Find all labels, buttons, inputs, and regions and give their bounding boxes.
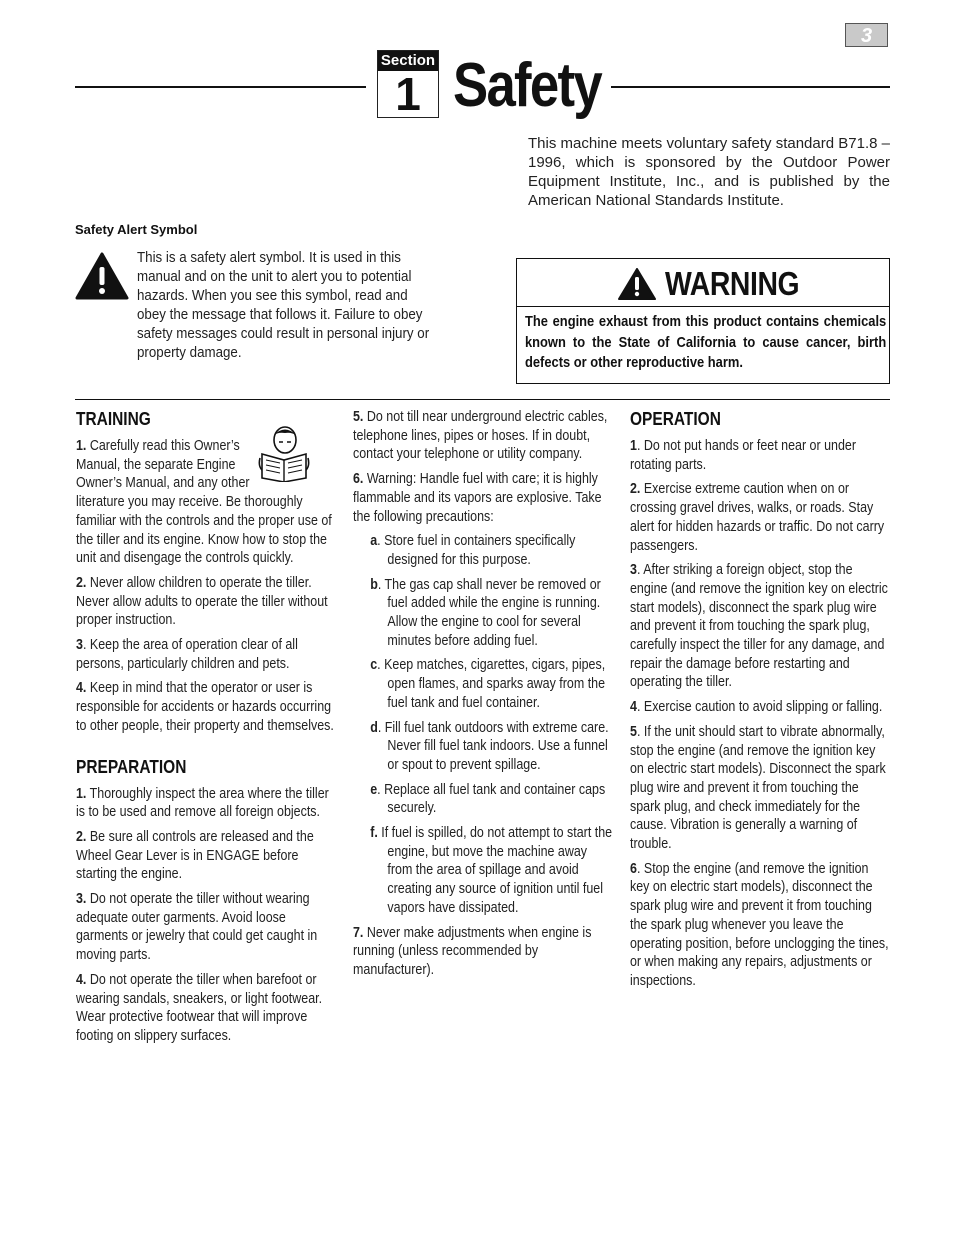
- column-preparation-continued: [353, 408, 613, 986]
- fuel-precaution-b: b. The gas cap shall never be removed or fuel added while the engine is running. Allow the engine to cool for several minutes before adding fuel.: [370, 576, 601, 649]
- preparation-item-6: 6. Warning: Handle fuel with care; it is highly flammable and its vapors are explosive. Take the following precautions:: [353, 471, 602, 525]
- training-item-3: 3. Keep the area of operation clear of all persons, particularly children and pets.: [76, 637, 298, 672]
- warning-header: [517, 259, 889, 307]
- operation-item-5: 5. If the unit should start to vibrate abnormally, stop the engine (and remove the ignition key on electric start models). Disconnect the spark plug wire and prevent it from touching the spark plug, and check immediately for the cause. Vibration is generally a warning of trouble.: [630, 723, 886, 853]
- header-rule-left: [75, 86, 366, 88]
- training-item-4: 4. Keep in mind that the operator or user is responsible for accidents or hazards occurring to other people, their property and themselves.: [76, 680, 334, 734]
- training-item-1: 1. Carefully read this Owner’s Manual, the separate Engine Owner’s Manual, and any other literature you may receive. Be thoroughly familiar with the controls and the proper use of the tiller and its engine. Know how to stop the unit and disengage the controls quickly.: [76, 438, 332, 567]
- training-item-2: 2. Never allow children to operate the tiller. Never allow adults to operate the tiller without proper instruction.: [76, 574, 328, 629]
- column-operation: [630, 408, 890, 997]
- operation-item-1: 1. Do not put hands or feet near or under rotating parts.: [630, 438, 857, 473]
- safety-alert-text: This is a safety alert symbol. It is used in this manual and on the unit to alert you to potential hazards. When you see this symbol, read and obey the message that follows it. Failure to obey safety messages could result in personal injury or property damage.: [137, 250, 430, 361]
- operation-item-3: 3. After striking a foreign object, stop the engine (and remove the ignition key on electric start models), disconnect the spark plug wire and prevent it from touching the spark plug, carefully inspect the tiller for any damage, and repair the damage before restarting and operating the tiller.: [630, 562, 888, 691]
- preparation-item-7: 7. Never make adjustments when engine is running (unless recommended by manufacturer).: [353, 924, 592, 978]
- header-rule-right: [611, 86, 890, 88]
- operation-item-2: 2. Exercise extreme caution when on or crossing gravel drives, walks, or roads. Stay alert for hidden hazards or traffic. Do not carry passengers.: [630, 481, 885, 554]
- fuel-precaution-d: d. Fill fuel tank outdoors with extreme care. Never fill fuel tank indoors. Use a funnel or spout to prevent spillage.: [370, 719, 609, 773]
- section-badge: [377, 50, 439, 118]
- training-heading: TRAINING: [76, 409, 151, 429]
- fuel-precaution-a: a. Store fuel in containers specifically designed for this purpose.: [370, 533, 576, 568]
- intro-paragraph: This machine meets voluntary safety standard B71.8 – 1996, which is sponsored by the Outdoor Power Equipment Institute, Inc., and is published by the American National Standards Institute.: [528, 135, 890, 209]
- fuel-precaution-f: f. If fuel is spilled, do not attempt to start the engine, but move the machine away from the area of spillage and avoid creating any source of ignition until fuel vapors have dissipated.: [370, 825, 613, 916]
- operation-item-4: 4. Exercise caution to avoid slipping or falling.: [630, 699, 883, 716]
- warning-box: [516, 258, 890, 384]
- preparation-item-2: 2. Be sure all controls are released and the Wheel Gear Lever is in ENGAGE before starting the engine.: [76, 828, 314, 883]
- page-title: Safety: [453, 51, 601, 120]
- section-number: 1: [395, 68, 421, 120]
- warning-title: WARNING: [665, 265, 800, 302]
- preparation-item-4: 4. Do not operate the tiller when barefoot or wearing sandals, sneakers, or light footwear. Wear protective footwear that will improve footing on slippery surfaces.: [76, 971, 323, 1044]
- preparation-item-3: 3. Do not operate the tiller without wearing adequate outer garments. Avoid loose garments or jewelry that could get caught in moving parts.: [76, 891, 318, 964]
- preparation-item-1: 1. Thoroughly inspect the area where the tiller is to be used and remove all foreign objects.: [76, 785, 329, 821]
- warning-text: The engine exhaust from this product contains chemicals known to the State of California to cause cancer, birth defects or other reproductive harm.: [525, 313, 887, 371]
- fuel-precaution-c: c. Keep matches, cigarettes, cigars, pipes, open flames, and sparks away from the fuel tank and fuel container.: [370, 657, 606, 711]
- safety-alert-heading: Safety Alert Symbol: [75, 222, 198, 237]
- section-label: Section: [378, 51, 438, 71]
- operation-item-6: 6. Stop the engine (and remove the ignition key on electric start models), disconnect the spark plug wire and prevent it from touching the spark plug whenever you leave the operating position, before unclogging the tines, or when making any repairs, adjustments or inspections.: [630, 860, 889, 989]
- warning-triangle-icon: [618, 268, 656, 300]
- page-number: 3: [845, 23, 888, 47]
- section-divider: [75, 399, 890, 400]
- operation-heading: OPERATION: [630, 409, 721, 429]
- column-training-preparation: [76, 408, 338, 1052]
- fuel-precaution-e: e. Replace all fuel tank and container caps securely.: [370, 781, 606, 817]
- preparation-item-5: 5. Do not till near underground electric cables, telephone lines, pipes or hoses. If in doubt, contact your telephone or utility company.: [353, 409, 608, 463]
- preparation-heading: PREPARATION: [76, 756, 187, 777]
- safety-alert-icon: [75, 252, 129, 300]
